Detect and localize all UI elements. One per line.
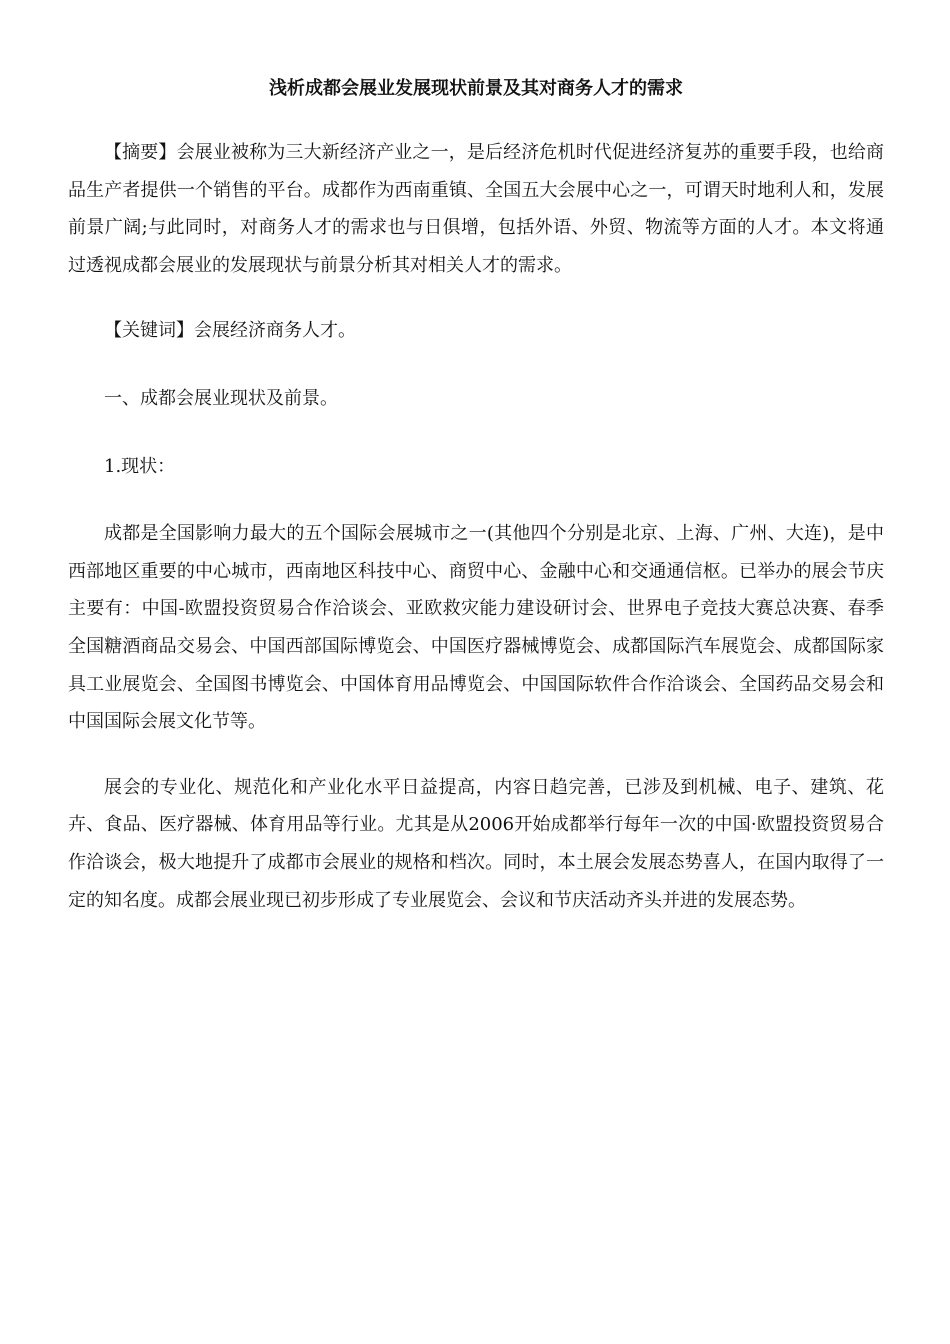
section-heading: 一、成都会展业现状及前景。 <box>104 387 338 409</box>
body-paragraph-1: 成都是全国影响力最大的五个国际会展城市之一(其他四个分别是北京、上海、广州、大连)，是中西部地区重要的中心城市，西南地区科技中心、商贸中心、金融中心和交通通信枢。已举办的展会节庆主要有：中国-欧盟投资贸易合作洽谈会、亚欧救灾能力建设研讨会、世界电子竞技大赛总决赛、春季全国糖酒商品交易会、中国西部国际博览会、中国医疗器械博览会、成都国际汽车展览会、成都国际家具工业展览会、全国图书博览会、中国体育用品博览会、中国国际软件合作洽谈会、全国药品交易会和中国国际会展文化节等。 <box>68 523 884 733</box>
keywords-paragraph: 【关键词】会展经济商务人才。 <box>104 320 356 342</box>
subsection-heading: 1.现状： <box>104 455 176 477</box>
document-title: 浅析成都会展业发展现状前景及其对商务人才的需求 <box>269 78 683 99</box>
abstract-paragraph: 【摘要】会展业被称为三大新经济产业之一，是后经济危机时代促进经济复苏的重要手段，也给商品生产者提供一个销售的平台。成都作为西南重镇、全国五大会展中心之一，可谓天时地利人和，发展前景广阔;与此同时，对商务人才的需求也与日俱增，包括外语、外贸、物流等方面的人才。本文将通过透视成都会展业的发展现状与前景分析其对相关人才的需求。 <box>68 142 884 276</box>
document-body <box>68 72 884 919</box>
body-paragraph-2: 展会的专业化、规范化和产业化水平日益提高，内容日趋完善，已涉及到机械、电子、建筑、花卉、食品、医疗器械、体育用品等行业。尤其是从2006开始成都举行每年一次的中国·欧盟投资贸易合作洽谈会，极大地提升了成都市会展业的规格和档次。同时，本土展会发展态势喜人，在国内取得了一定的知名度。成都会展业现已初步形成了专业展览会、会议和节庆活动齐头并进的发展态势。 <box>68 776 884 911</box>
